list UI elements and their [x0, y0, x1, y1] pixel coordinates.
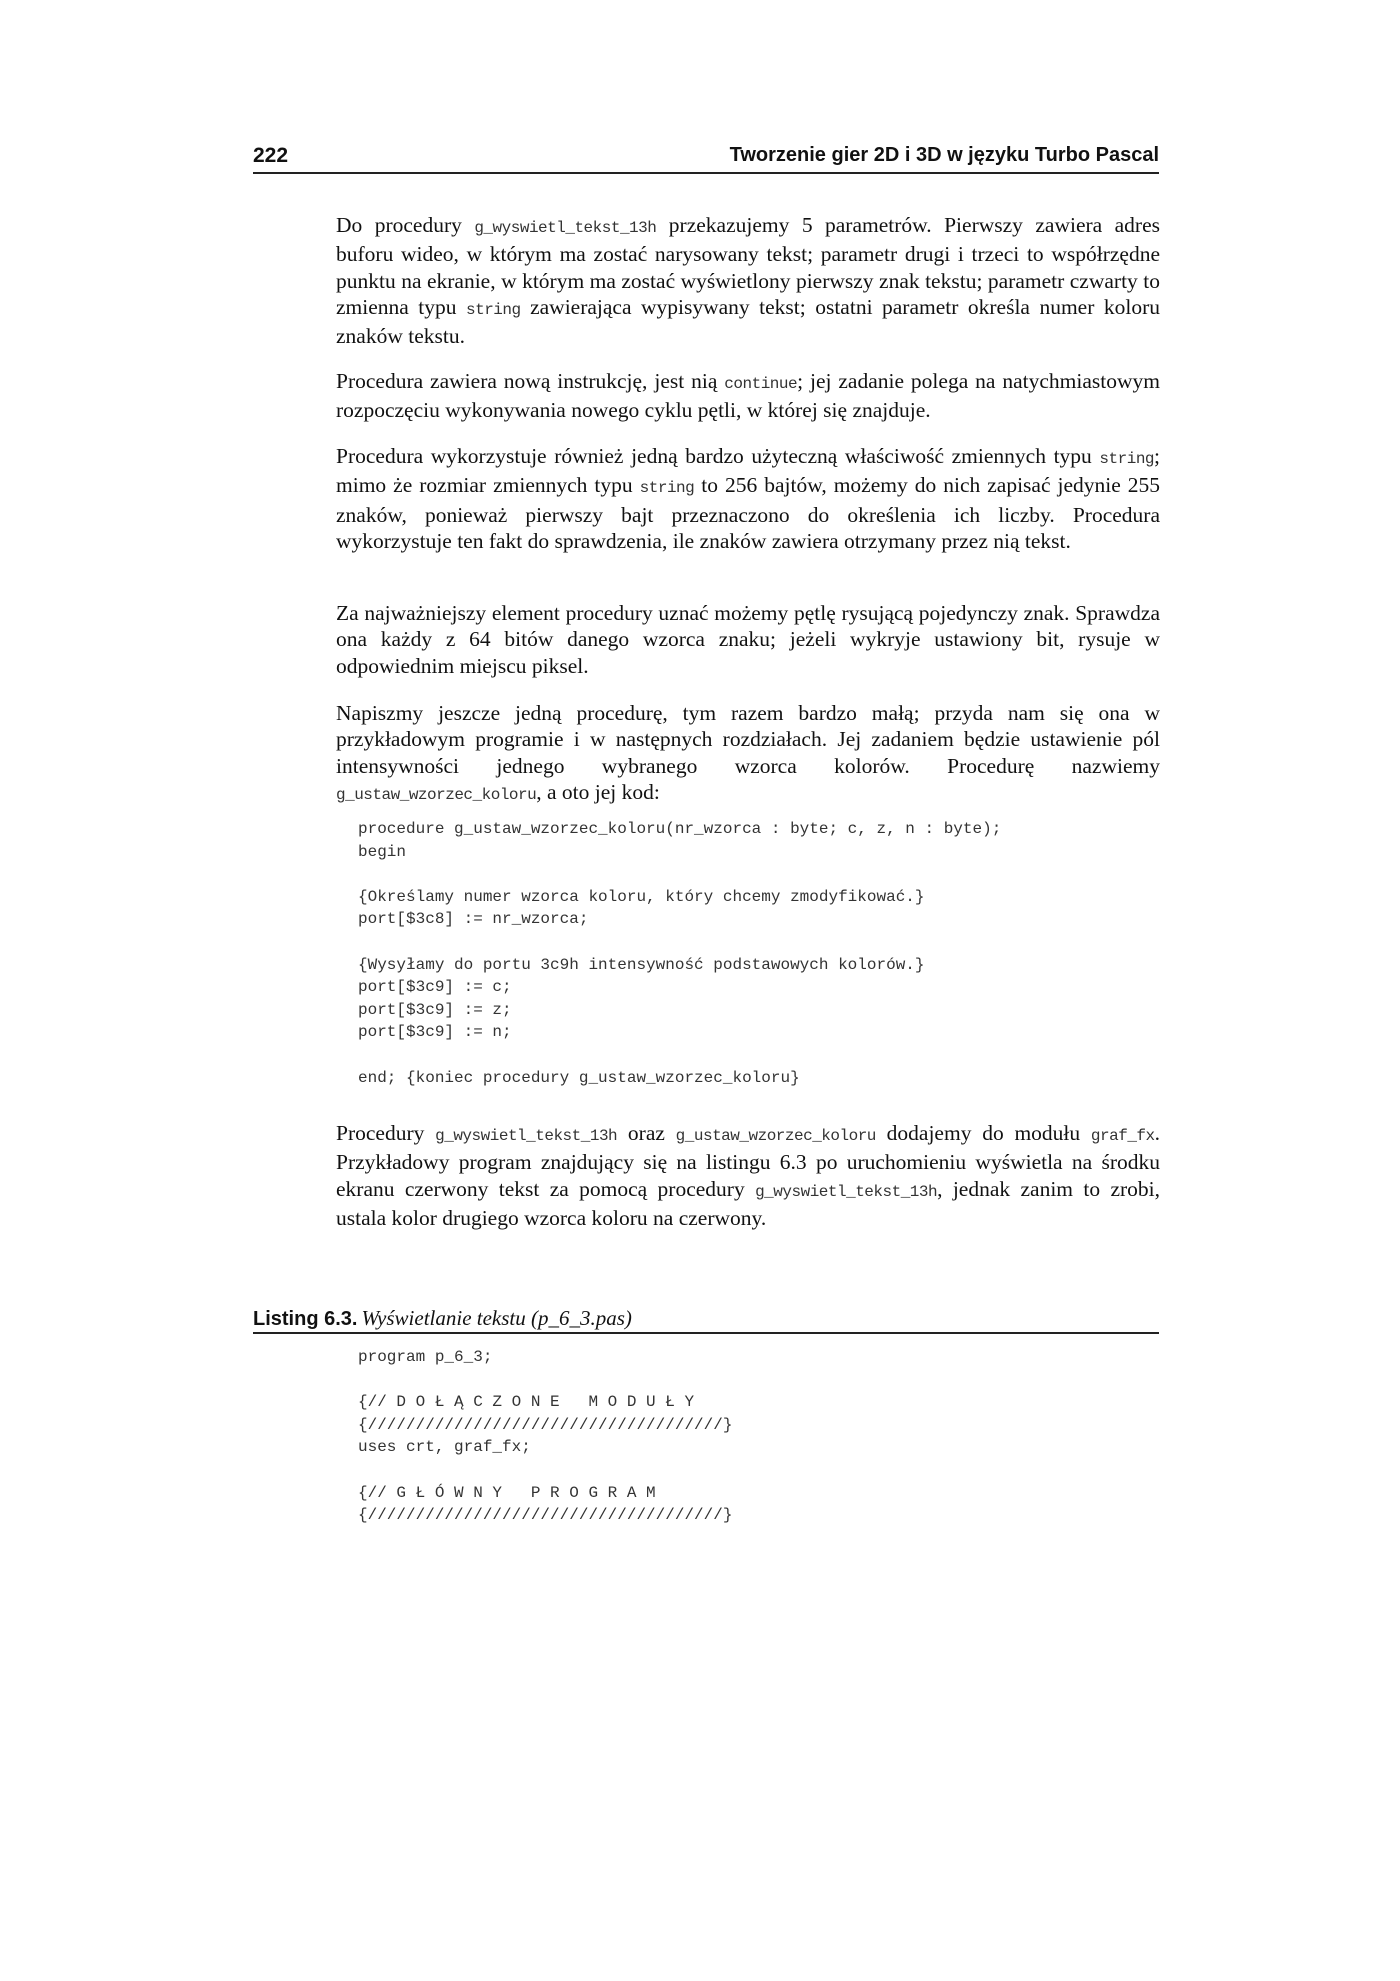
text-run: to 256 bajtów, możemy do nich zapisać jedynie 255 znaków, ponieważ pierwszy bajt przeznaczono do określenia ich liczby. Procedura wykorzystuje ten fakt do sprawdzenia, ile znaków zawiera otrzymany przez nią tekst.: [336, 473, 1161, 553]
inline-code: graf_fx: [1090, 1127, 1155, 1145]
paragraph: [336, 1120, 1160, 1231]
text-run: zawierająca wypisywany tekst; ostatni parametr określa numer koloru znaków tekstu.: [336, 294, 1160, 349]
inline-code: string: [466, 300, 521, 319]
inline-code: g_wyswietl_tekst_13h: [474, 219, 657, 237]
code-block-listing: program p_6_3; {// D O Ł Ą C Z O N E M O D U Ł Y {/////////////////////////////////////} uses crt, graf_fx; {// G Ł Ó W N Y P R O G R A M {/////////////////////////////////////}: [358, 1348, 733, 1525]
listing-caption: [253, 1306, 1159, 1334]
text-run: oraz: [617, 1121, 676, 1145]
text-run: dodajemy do modułu: [875, 1121, 1091, 1145]
text-run: , a oto jej kod:: [536, 779, 660, 804]
paragraph: [336, 700, 1160, 808]
text-run: Za najważniejszy element procedury uznać możemy pętlę rysującą pojedynczy znak. Sprawdza ona każdy z 64 bitów danego wzorca znaku; jeżeli wykryje ustawiony bit, rysuje w odpowiednim miejscu piksel.: [336, 601, 1160, 678]
inline-code: g_wyswietl_tekst_13h: [435, 1127, 618, 1145]
paragraph: [336, 212, 1160, 349]
inline-code: g_wyswietl_tekst_13h: [755, 1182, 938, 1201]
inline-code: string: [639, 479, 695, 498]
paragraph: [336, 600, 1160, 679]
text-run: ; jej zadanie polega na natychmiastowym rozpoczęciu wykonywania nowego cyklu pętli, w której się znajduje.: [336, 369, 1160, 423]
code-block-procedure: procedure g_ustaw_wzorzec_koloru(nr_wzorca : byte; c, z, n : byte); begin {Określamy numer wzorca koloru, który chcemy zmodyfikować.} port[$3c8] := nr_wzorca; {Wysyłamy do portu 3c9h intensywność podstawowych kolorów.} port[$3c9] := c; port[$3c9] := z; port[$3c9] := n; end; {koniec procedury g_ustaw_wzorzec_koloru}: [358, 820, 1002, 1087]
inline-code: g_ustaw_wzorzec_koloru: [675, 1127, 876, 1145]
listing-title: Wyświetlanie tekstu (p_6_3.pas): [361, 1306, 632, 1330]
text-run: Procedury: [336, 1121, 436, 1145]
page-number: 222: [253, 144, 289, 167]
text-run: Procedura zawiera nową instrukcję, jest nią: [336, 369, 725, 393]
listing-label: Listing 6.3.: [253, 1308, 358, 1330]
inline-code: string: [1099, 450, 1155, 468]
inline-code: continue: [724, 375, 798, 393]
text-run: ; mimo że rozmiar zmiennych typu: [336, 444, 1160, 498]
text-run: , jednak zanim to zrobi, ustala kolor drugiego wzorca koloru na czerwony.: [336, 1176, 1160, 1230]
text-run: Procedura wykorzystuje również jedną bardzo użyteczną właściwość zmiennych typu: [336, 444, 1100, 468]
running-header: [253, 142, 1159, 174]
book-title: Tworzenie gier 2D i 3D w języku Turbo Pascal: [729, 144, 1159, 166]
inline-code: g_ustaw_wzorzec_koloru: [336, 785, 537, 804]
text-run: . Przykładowy program znajdujący się na listingu 6.3 po uruchomieniu wyświetla na środku ekranu czerwony tekst za pomocą procedury: [336, 1121, 1160, 1201]
text-run: przekazujemy 5 parametrów. Pierwszy zawiera adres buforu wideo, w którym ma zostać narysowany tekst; parametr drugi i trzeci to współrzędne punktu na ekranie, w którym ma zostać wyświetlony pierwszy znak tekstu; parametr czwarty to zmienna typu: [336, 213, 1161, 319]
paragraph: [336, 443, 1160, 554]
text-run: Napiszmy jeszcze jedną procedurę, tym razem bardzo małą; przyda nam się ona w przykładowym programie i w następnych rozdziałach. Jej zadaniem będzie ustawienie pól intensywności jednego wybranego wzorca kolorów. Procedurę nazwiemy: [336, 701, 1160, 778]
paragraph: [336, 368, 1160, 424]
text-run: Do procedury: [336, 213, 475, 237]
